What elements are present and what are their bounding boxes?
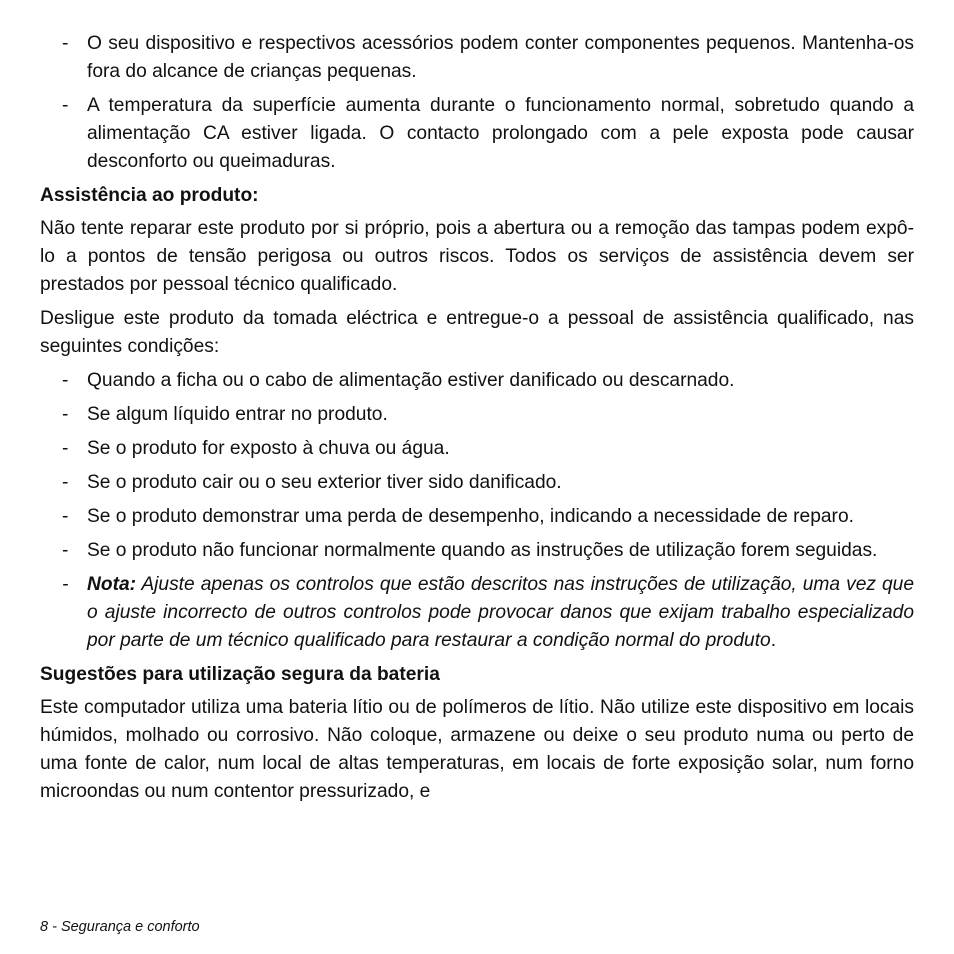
safety-bullet-list [40, 30, 914, 176]
bullet-dash: - [62, 540, 69, 561]
bullet-dash: - [62, 472, 69, 493]
note-item [40, 571, 914, 655]
bullet-dash: - [62, 506, 69, 527]
list-item-text: O seu dispositivo e respectivos acessórios podem conter componentes pequenos. Mantenha-os fora do alcance de crianças pequenas. [87, 33, 914, 82]
list-item [40, 503, 914, 531]
list-item-text: Se algum líquido entrar no produto. [87, 404, 388, 425]
note-end: . [770, 630, 777, 651]
list-item-text: Se o produto não funcionar normalmente quando as instruções de utilização forem seguidas. [87, 540, 878, 561]
list-item [40, 435, 914, 463]
list-item [40, 30, 914, 86]
list-item [40, 367, 914, 395]
note-label: Nota: [87, 574, 137, 595]
section-heading-battery-safety: Sugestões para utilização segura da bateria [40, 664, 440, 685]
page-footer: 8 - Segurança e conforto [40, 919, 200, 935]
list-item-text: Se o produto for exposto à chuva ou água. [87, 438, 450, 459]
list-item-text: Se o produto demonstrar uma perda de desempenho, indicando a necessidade de reparo. [87, 506, 854, 527]
paragraph: Este computador utiliza uma bateria lítio ou de polímeros de lítio. Não utilize este dispositivo em locais húmidos, molhado ou corrosivo. Não coloque, armazene ou deixe o seu produto numa ou perto de uma fonte de calor, num local de altas temperaturas, em locais de forte exposição solar, num forno microondas ou num contentor pressurizado, e [40, 697, 914, 802]
bullet-dash: - [62, 95, 69, 116]
section-heading-product-assistance: Assistência ao produto: [40, 185, 259, 206]
paragraph: Não tente reparar este produto por si próprio, pois a abertura ou a remoção das tampas podem expô-lo a pontos de tensão perigosa ou outros riscos. Todos os serviços de assistência devem ser prestados por pessoal técnico qualificado. [40, 218, 914, 295]
list-item [40, 401, 914, 429]
bullet-dash: - [62, 438, 69, 459]
conditions-list [40, 367, 914, 655]
note-text: Ajuste apenas os controlos que estão descritos nas instruções de utilização, uma vez que o ajuste incorrecto de outros controlos pode provocar danos que exijam trabalho especializado por parte de um técnico qualificado para restaurar a condição normal do produto [87, 574, 914, 651]
list-item [40, 537, 914, 565]
bullet-dash: - [62, 33, 69, 54]
paragraph: Desligue este produto da tomada eléctrica e entregue-o a pessoal de assistência qualificado, nas seguintes condições: [40, 308, 914, 357]
list-item-text: A temperatura da superfície aumenta durante o funcionamento normal, sobretudo quando a alimentação CA estiver ligada. O contacto prolongado com a pele exposta pode causar desconforto ou queimaduras. [87, 95, 914, 172]
list-item [40, 92, 914, 176]
list-item-text: Se o produto cair ou o seu exterior tiver sido danificado. [87, 472, 562, 493]
bullet-dash: - [62, 574, 69, 595]
bullet-dash: - [62, 404, 69, 425]
list-item-text: Quando a ficha ou o cabo de alimentação estiver danificado ou descarnado. [87, 370, 735, 391]
page-content [40, 30, 914, 812]
list-item [40, 469, 914, 497]
bullet-dash: - [62, 370, 69, 391]
